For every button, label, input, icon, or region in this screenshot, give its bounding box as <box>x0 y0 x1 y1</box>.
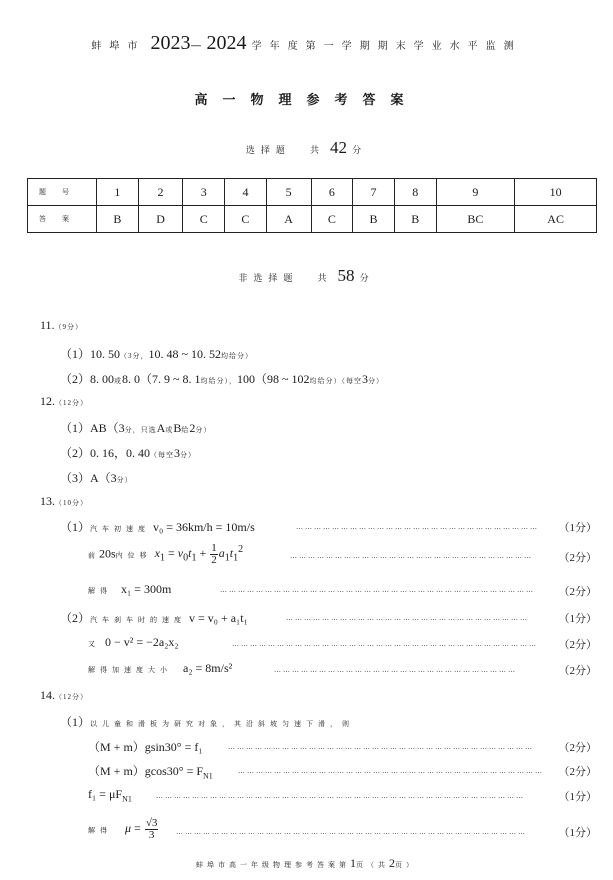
q11-note-3: 均给分）， <box>200 377 238 385</box>
q14-eq-4-sub: N1 <box>122 794 132 804</box>
dot-leader: ………………………………………………………………………………………… <box>228 743 534 751</box>
q13-label-2a: 前 <box>88 551 96 560</box>
q13-eq-5: 0 − v² = −2a₂x₂ <box>105 635 179 649</box>
q12-answer-2: （2）0. 16，0. 40 <box>60 446 151 460</box>
nonchoice-section-header <box>0 266 613 286</box>
header-city: 蚌埠市 <box>91 41 146 52</box>
question-number: 5 <box>266 179 311 206</box>
q13-line-6 <box>88 661 232 676</box>
q14-line-5 <box>88 818 159 841</box>
dot-leader: ………………………………………………………………………………………… <box>232 640 538 648</box>
dot-leader: ……………………………………………………………………… <box>274 666 517 674</box>
nonchoice-section-unit: 分 <box>359 274 375 284</box>
q13-number: 13. <box>40 494 55 508</box>
q12-points: （12分） <box>55 399 88 407</box>
q13-line-4 <box>60 609 248 626</box>
q12-note-5: 分） <box>116 476 133 484</box>
q14-points: （12分） <box>55 693 88 701</box>
q12-each-points: 3 <box>174 446 181 460</box>
q13-score-6: （2分） <box>558 665 597 677</box>
q12-give: 给 <box>181 426 190 434</box>
footer-mid: 页（共 <box>356 861 389 869</box>
q13-part-2: （2） <box>60 611 91 625</box>
q13-score-2: （2分） <box>558 552 597 564</box>
q13-line-3 <box>88 582 171 597</box>
q13-header <box>40 494 88 509</box>
header-dash: — <box>190 39 202 52</box>
page-title: 高一物理参考答案 <box>194 93 419 108</box>
q12-or: 或 <box>165 426 174 434</box>
q14-number: 14. <box>40 688 55 702</box>
q13-time: 20s <box>99 546 116 561</box>
fraction: $\frac{√3}{3}$ <box>145 817 158 841</box>
q11-range-3: 100（98 ~ 102 <box>237 372 310 386</box>
q13-eq-4: v = v₀ + a₁t₁ <box>189 611 248 625</box>
q13-eq-2: $x_1 = v_0t_1$ + $\frac{1}{2}$ $a_1t_1^2$ <box>154 542 244 566</box>
q14-eq-5: μ = $\frac{√3}{3}$ <box>125 817 158 841</box>
q13-label-5: 又 <box>88 640 96 648</box>
q14-eq-2: （M + m）gsin30° = f₁ <box>88 740 203 754</box>
q13-label-4: 汽车刹车时的速度 <box>90 616 187 624</box>
question-number: 6 <box>311 179 353 206</box>
q11-or: 或 <box>114 377 123 385</box>
nonchoice-section-points: 58 <box>337 266 355 285</box>
q14-line-2 <box>88 738 203 755</box>
answer-cell: C <box>225 206 267 233</box>
q12-note-3: （每空 <box>150 451 175 459</box>
q12-line-2 <box>60 444 196 461</box>
nonchoice-section-label: 非选择题 <box>238 274 299 284</box>
q13-part-1: （1） <box>60 520 91 534</box>
answer-cell: B <box>97 206 139 233</box>
page-footer <box>0 856 613 871</box>
answer-table <box>27 178 597 233</box>
answer-table-number-row <box>28 179 597 206</box>
q13-line-2 <box>88 543 243 566</box>
q12-note-1: 分，只选 <box>124 426 157 434</box>
fraction: $\frac{1}{2}$ <box>211 542 217 566</box>
q13-line-1 <box>60 518 255 535</box>
answer-cell: AC <box>515 206 597 233</box>
answer-cell: D <box>138 206 183 233</box>
answer-cell: A <box>266 206 311 233</box>
choice-section-label: 选择题 <box>245 146 291 156</box>
q11-range-2: 8. 0（7. 9 ~ 8. 1 <box>122 372 201 386</box>
question-number: 7 <box>353 179 395 206</box>
q12-note-4: 分） <box>180 451 197 459</box>
q14-eq-3: （M + m）gcos30° = F <box>88 764 204 778</box>
question-number: 10 <box>515 179 597 206</box>
question-number: 3 <box>183 179 225 206</box>
q13-eq-3: x₁ = 300m <box>121 582 172 596</box>
answer-cell: B <box>353 206 395 233</box>
q13-label-1: 汽车初速度 <box>90 525 151 533</box>
footer-page-number: 1 <box>350 856 356 870</box>
q11-note-5: 分） <box>368 377 385 385</box>
q14-part-1: （1） <box>60 715 91 729</box>
question-number: 9 <box>436 179 515 206</box>
dot-leader: …………………………………………………………………………………………… <box>220 586 535 594</box>
q12-number: 12. <box>40 394 55 408</box>
q11-note-1: （3分， <box>120 352 149 360</box>
choice-section-unit: 分 <box>352 146 368 156</box>
q13-score-1: （1分） <box>558 522 597 534</box>
q13-score-3: （2分） <box>558 586 597 598</box>
q11-points: （9分） <box>54 323 84 331</box>
q12-partial-points: 2 <box>189 421 196 435</box>
q12-option-a: A <box>156 421 166 435</box>
q14-line-3 <box>88 762 213 780</box>
choice-section-header <box>0 138 613 158</box>
q11-line-2 <box>60 370 384 387</box>
q11-each-points: 3 <box>362 372 369 386</box>
q14-setup: 以儿童和滑板为研究对象，其沿斜坡匀速下滑，则 <box>90 720 355 728</box>
q12-line-3 <box>60 469 133 486</box>
question-number: 2 <box>138 179 183 206</box>
exam-header <box>0 32 613 55</box>
dot-leader: ……………………………………………………………………………………………………… <box>176 828 527 836</box>
q13-line-5 <box>88 635 179 650</box>
q14-score-5: （1分） <box>558 827 597 839</box>
q11-note-2: 均给分） <box>221 352 254 360</box>
question-number: 1 <box>97 179 139 206</box>
q11-note-4: 均给分）（每空 <box>309 377 363 385</box>
dot-leader: ………………………………………………………………………………………… <box>238 767 544 775</box>
q12-option-b: B <box>173 421 182 435</box>
q14-score-4: （1分） <box>558 791 597 803</box>
footer-prefix: 蚌埠市高一年级物理参考答案第 <box>196 861 350 869</box>
q13-eq-6: a₂ = 8m/s² <box>183 661 233 675</box>
answer-table-answer-row <box>28 206 597 233</box>
q12-answer-1: （1）AB（3 <box>60 421 125 435</box>
q14-eq-4: f₁ = μF <box>88 787 123 801</box>
q12-line-1 <box>60 419 211 436</box>
q11-range-1: 10. 48 ~ 10. 52 <box>148 347 222 361</box>
answer-table-answer-label: 答案 <box>28 206 97 233</box>
q12-note-2: 分） <box>195 426 212 434</box>
q11-answer-1: （1）10. 50 <box>60 347 121 361</box>
q13-points: （10分） <box>55 499 88 507</box>
answer-cell: C <box>183 206 225 233</box>
q11-answer-2: （2）8. 00 <box>60 372 115 386</box>
q14-eq-3-sub: N1 <box>203 771 213 781</box>
q13-score-5: （2分） <box>558 639 597 651</box>
dot-leader: ……………………………………………………………………… <box>286 614 529 622</box>
choice-section-points: 42 <box>330 138 348 157</box>
question-number: 4 <box>225 179 267 206</box>
dot-leader: ……………………………………………………………………… <box>290 552 533 560</box>
footer-suffix: 页） <box>395 861 417 869</box>
answer-cell: BC <box>436 206 515 233</box>
dot-leader: …………………………………………………………………………………………………………… <box>156 792 525 800</box>
q14-score-2: （2分） <box>558 742 597 754</box>
header-term: 学年度第一学期期末学业水平监测 <box>251 41 522 52</box>
choice-section-gong: 共 <box>309 146 325 156</box>
q13-eq-1: v₀ = 36km/h = 10m/s <box>153 520 255 534</box>
nonchoice-section-gong: 共 <box>317 274 333 284</box>
q14-score-3: （2分） <box>558 766 597 778</box>
q11-line-1 <box>60 345 253 362</box>
q14-line-4 <box>88 787 132 803</box>
q13-score-4: （1分） <box>558 613 597 625</box>
q14-header <box>40 688 88 703</box>
q14-line-1 <box>60 713 354 730</box>
q11-number: 11. <box>40 318 55 332</box>
q12-header <box>40 394 88 409</box>
q13-label-3: 解得 <box>88 587 112 595</box>
question-number: 8 <box>394 179 436 206</box>
answer-cell: C <box>311 206 353 233</box>
footer-total-pages: 2 <box>389 856 395 870</box>
header-year-start: 2023 <box>150 32 191 54</box>
q12-answer-3: （3）A（3 <box>60 471 117 485</box>
q14-label-5: 解得 <box>88 826 112 835</box>
q13-label-2c: 内位移 <box>115 551 152 560</box>
answer-table-number-label: 题号 <box>28 179 97 206</box>
header-year-end: 2024 <box>206 32 247 54</box>
dot-leader: ……………………………………………………………………… <box>296 523 539 531</box>
q11-header <box>40 318 83 333</box>
answer-cell: B <box>394 206 436 233</box>
q13-label-6: 解得加速度大小 <box>88 666 172 674</box>
